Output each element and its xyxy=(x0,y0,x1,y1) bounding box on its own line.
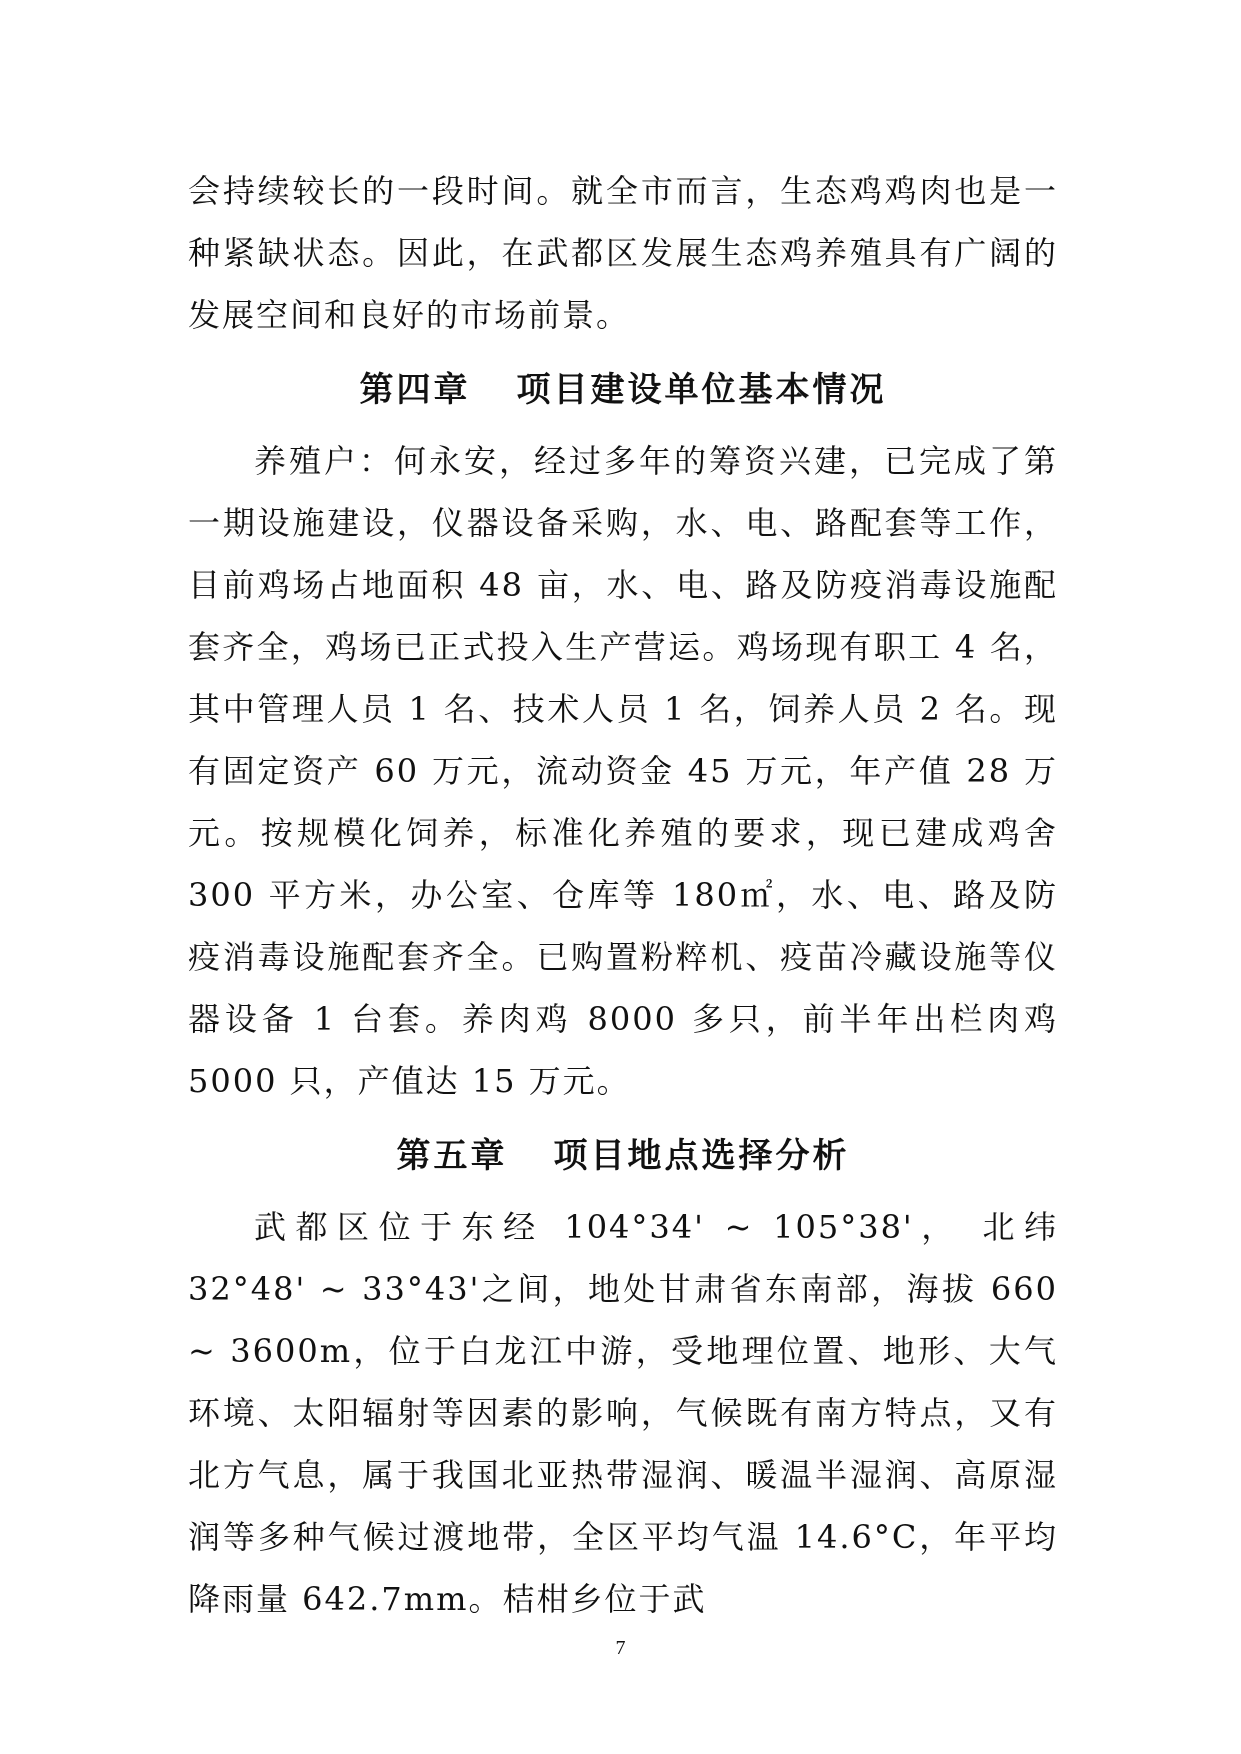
chapter-5-title: 项目地点选择分析 xyxy=(553,1136,850,1176)
chapter-4-heading xyxy=(188,358,1058,422)
chapter-5-number: 第五章 xyxy=(396,1136,508,1176)
page-number: 7 xyxy=(615,1637,626,1659)
intro-paragraph: 会持续较长的一段时间。就全市而言，生态鸡鸡肉也是一种紧缺状态。因此，在武都区发展生态鸡养殖具有广阔的发展空间和良好的市场前景。 xyxy=(188,172,1058,334)
chapter-5-paragraph: 武都区位于东经 104°34' ~ 105°38'， 北纬 32°48' ~ 33°43'之间，地处甘肃省东南部，海拔 660 ~ 3600m，位于白龙江中游，受地理位置、地形、大气环境、太阳辐射等因素的影响，气候既有南方特点，又有北方气息，属于我国北亚热带湿润、暖温半湿润、高原湿润等多种气候过渡地带，全区平均气温 14.6°C，年平均降雨量 642.7mm。桔柑乡位于武 xyxy=(188,1208,1058,1618)
chapter-4-number: 第四章 xyxy=(359,370,471,410)
chapter-4-title: 项目建设单位基本情况 xyxy=(516,370,887,410)
chapter-5-heading xyxy=(188,1124,1058,1188)
page-content xyxy=(188,160,1058,1630)
chapter-4-paragraph: 养殖户：何永安，经过多年的筹资兴建，已完成了第一期设施建设，仪器设备采购，水、电、路配套等工作，目前鸡场占地面积 48 亩，水、电、路及防疫消毒设施配套齐全，鸡场已正式投入生产营运。鸡场现有职工 4 名，其中管理人员 1 名、技术人员 1 名，饲养人员 2 名。现有固定资产 60 万元，流动资金 45 万元，年产值 28 万元。按规模化饲养，标准化养殖的要求，现已建成鸡舍 300 平方米，办公室、仓库等 180㎡，水、电、路及防疫消毒设施配套齐全。已购置粉粹机、疫苗冷藏设施等仪器设备 1 台套。养肉鸡 8000 多只，前半年出栏肉鸡 5000 只，产值达 15 万元。 xyxy=(188,442,1058,1100)
